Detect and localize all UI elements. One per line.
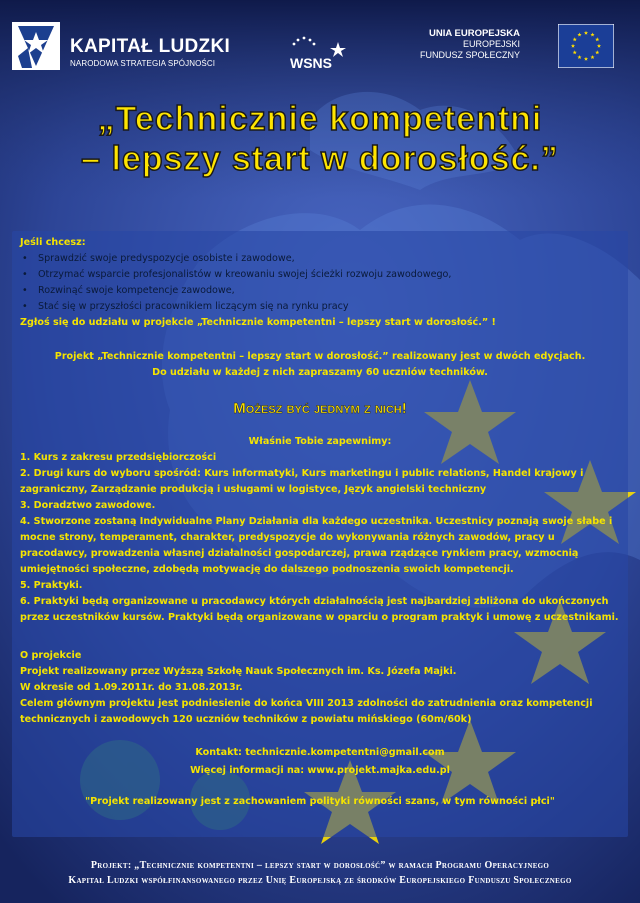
intro-bullet-list xyxy=(20,251,624,315)
kapital-ludzki-logo xyxy=(8,18,64,74)
eu-label xyxy=(420,28,520,61)
eu-flag-icon xyxy=(558,24,614,68)
about-line: Projekt realizowany przez Wyższą Szkołę Nauk Społecznych im. Ks. Józefa Majki. xyxy=(20,666,457,677)
offer-line: przez uczestników kursów. Praktyki będą organizowane w oparciu o program praktyk i umowę z uczestnikami. xyxy=(20,612,619,623)
intro-bullet: • Sprawdzić swoje predyspozycje osobiste i zawodowe, xyxy=(20,251,624,267)
contact-website: Więcej informacji na: www.projekt.majka.edu.pl xyxy=(190,765,450,776)
offer-line: 5. Praktyki. xyxy=(20,580,83,591)
wsns-logo xyxy=(284,34,346,76)
kapital-ludzki-title: KAPITAŁ LUDZKI xyxy=(70,36,231,57)
footer-line2: Kapitał Ludzki współfinansowanego przez Unię Europejską ze środków Europejskiego Funduszu Społecznego xyxy=(68,875,572,886)
offer-line: 1. Kurs z zakresu przedsiębiorczości xyxy=(20,452,217,463)
offer-line: pracodawcy, prowadzenia własnej działalności gospodarczej, prawa rządzące rynkiem pracy, wzmocnią xyxy=(20,548,579,559)
contact-email: Kontakt: technicznie.kompetentni@gmail.com xyxy=(195,747,445,758)
intro-bullet: • Rozwinąć swoje kompetencje zawodowe, xyxy=(20,283,624,299)
poster-title-line1: „Technicznie kompetentni xyxy=(97,100,543,138)
offer-line: 4. Stworzone zostaną Indywidualne Plany Działania dla każdego uczestnika. Uczestnicy poznają swoje słabe i xyxy=(20,516,613,527)
editions-line2: Do udziału w każdej z nich zapraszamy 60 uczniów techników. xyxy=(152,367,488,378)
eu-label-line2: EUROPEJSKI xyxy=(462,39,520,49)
offer-line: 2. Drugi kurs do wyboru spośród: Kurs informatyki, Kurs marketingu i public relations, Handel krajowy i xyxy=(20,468,584,479)
poster-title-line2: – lepszy start w dorosłość.” xyxy=(81,140,559,178)
offer-line: umiejętności społeczne, zdobędą motywację do dalszego podnoszenia swoich kompetencji. xyxy=(20,564,514,575)
intro-lead: Jeśli chcesz: xyxy=(20,237,86,248)
offer-lead: Właśnie Tobie zapewnimy: xyxy=(248,436,392,447)
offer-line: 3. Doradztwo zawodowe. xyxy=(20,500,156,511)
about-heading: O projekcie xyxy=(20,650,82,661)
intro-bullet: • Otrzymać wsparcie profesjonalistów w kreowaniu swojej ścieżki rozwoju zawodowego, xyxy=(20,267,624,283)
offer-line: zagraniczny, Zarządzanie produkcją i usługami w logistyce, Język angielski techniczny xyxy=(20,484,487,495)
about-line: W okresie od 1.09.2011r. do 31.08.2013r. xyxy=(20,682,243,693)
intro-bullet: • Stać się w przyszłości pracownikiem liczącym się na rynku pracy xyxy=(20,299,624,315)
offer-list xyxy=(20,450,624,626)
footer-line1: Projekt: „Technicznie kompetentni – lepszy start w dorosłość” w ramach Programu Operacyjnego xyxy=(90,860,550,871)
offer-line: mocne strony, temperament, charakter, predyspozycje do wykonywania różnych zawodów, pracy u xyxy=(20,532,555,543)
eu-label-line3: FUNDUSZ SPOŁECZNY xyxy=(419,50,520,60)
equality-quote: "Projekt realizowany jest z zachowaniem polityki równości szans, w tym równości płci" xyxy=(85,796,555,807)
headline: Możesz być jednym z nich! xyxy=(233,400,407,417)
offer-line: 6. Praktyki będą organizowane u pracodawcy których działalnością jest najbardziej zbliżona do ukończonych xyxy=(20,596,609,607)
intro-section xyxy=(20,235,624,331)
kapital-ludzki-subtitle: NARODOWA STRATEGIA SPÓJNOŚCI xyxy=(70,59,216,68)
intro-cta: Zgłoś się do udziału w projekcie „Technicznie kompetentni – lepszy start w dorosłość.” ! xyxy=(20,317,496,328)
about-line: Celem głównym projektu jest podniesienie do końca VIII 2013 zdolności do zatrudnienia oraz kompetencji xyxy=(20,698,593,709)
about-section xyxy=(20,648,624,728)
editions-line1: Projekt „Technicznie kompetentni – lepszy start w dorosłość.” realizowany jest w dwóch edycjach. xyxy=(54,351,586,362)
wsns-logo-text: WSNS xyxy=(290,55,332,71)
about-line: technicznych i zawodowych 120 uczniów techników z powiatu mińskiego (60m/60k) xyxy=(20,714,472,725)
eu-label-line1: UNIA EUROPEJSKA xyxy=(429,28,520,39)
